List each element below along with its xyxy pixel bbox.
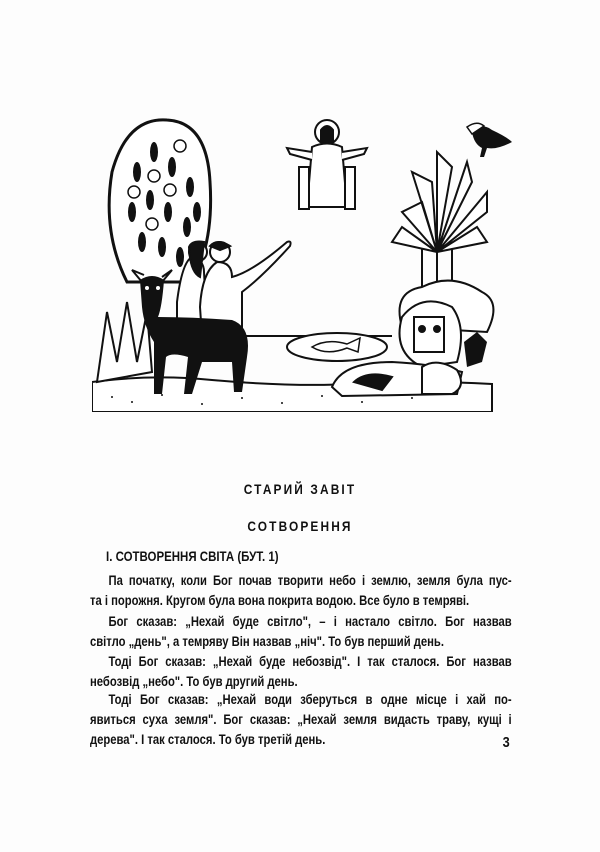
paragraph-4: [90, 690, 512, 750]
paragraph-line: світло „день", а темряву Він назвав „ніч". То був перший день.: [90, 634, 444, 649]
paragraph-line: Тоді Бог сказав: „Нехай води зберуться в одне місце і хай по-: [108, 692, 512, 707]
paragraph-line: дерева". І так сталося. То був третій день.: [90, 732, 326, 747]
paragraph-line: Па початку, коли Бог почав творити небо і землю, земля була пус-: [108, 573, 512, 588]
lamb-icon: [422, 363, 461, 394]
part-heading: СОТВОРЕННЯ: [247, 518, 353, 534]
paragraph-3: [90, 652, 512, 692]
paragraph-line: та і порожня. Кругом була вона покрита водою. Все було в темряві.: [90, 593, 470, 608]
paragraph-1: [90, 571, 512, 611]
palm-tree-icon: [392, 152, 487, 287]
paragraph-2: [90, 612, 512, 652]
pond-icon: [287, 333, 387, 361]
paragraph-line: явиться суха земля". Бог сказав: „Нехай земля видасть траву, кущі і: [90, 712, 512, 727]
testament-heading: СТАРИЙ ЗАВІТ: [243, 481, 357, 497]
paragraph-line: Тоді Бог сказав: „Нехай буде небозвід". І так сталося. Бог назвав: [108, 654, 512, 669]
paragraph-line: Бог сказав: „Нехай буде світло", – і настало світло. Бог назвав: [108, 614, 512, 629]
paragraph-line: небозвід „небо". То був другий день.: [90, 674, 298, 689]
bird-icon: [467, 123, 512, 157]
creation-illustration: [92, 112, 512, 412]
god-enthroned-icon: [287, 120, 367, 209]
section-heading: І. СОТВОРЕННЯ СВІТА (БУТ. 1): [106, 548, 279, 564]
page-number: 3: [502, 734, 510, 751]
